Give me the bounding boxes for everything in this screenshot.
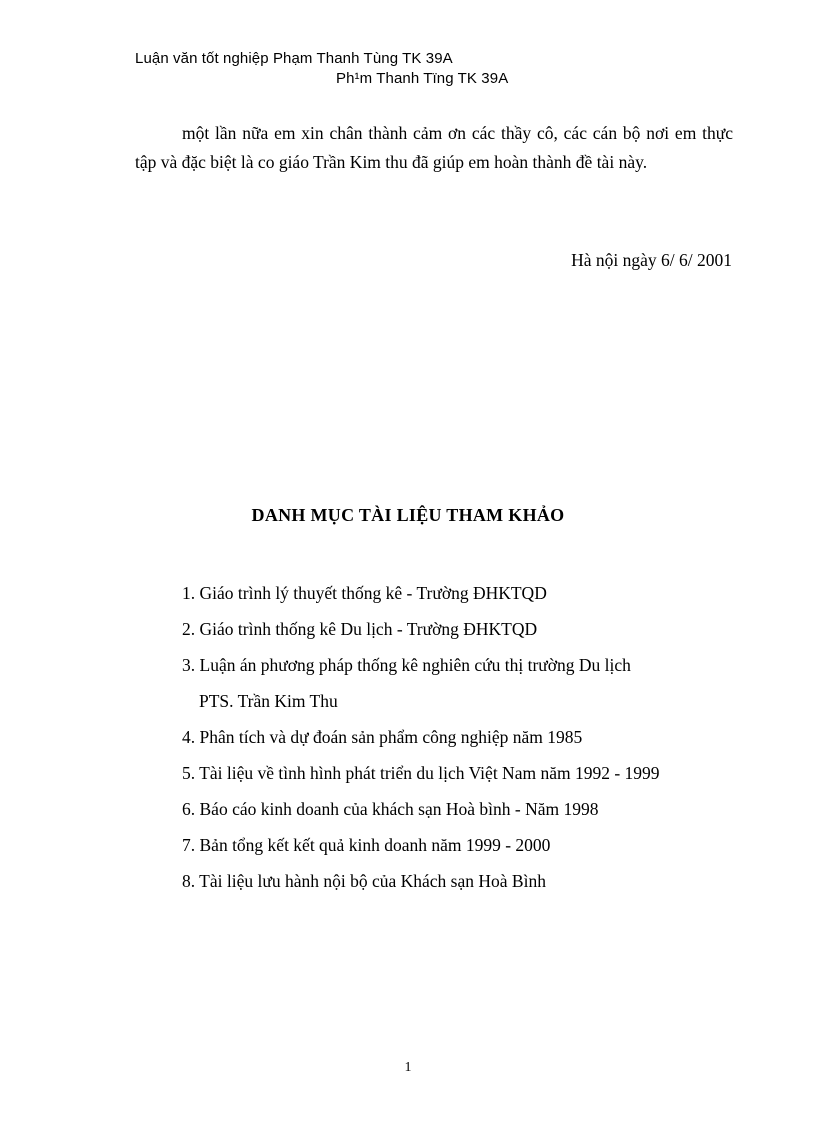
- reference-item: 5. Tài liệu về tình hình phát triển du lịch Việt Nam năm 1992 - 1999: [182, 763, 660, 783]
- page-number: 1: [404, 1060, 412, 1075]
- acknowledgement-paragraph: một lần nữa em xin chân thành cảm ơn các thầy cô, các cán bộ nơi em thực tập và đặc biệt là co giáo Trần Kim thu đã giúp em hoàn thành đề tài này.: [135, 123, 733, 172]
- references-list: [182, 575, 660, 899]
- reference-item: 2. Giáo trình thống kê Du lịch - Trường ĐHKTQD: [182, 619, 538, 639]
- header-title-garbled: Ph¹m Thanh Tïng TK 39A: [336, 70, 509, 87]
- reference-item: 4. Phân tích và dự đoán sản phẩm công nghiệp năm 1985: [182, 727, 583, 747]
- reference-author: PTS. Trần Kim Thu: [199, 691, 338, 711]
- reference-item: 3. Luận án phương pháp thống kê nghiên cứu thị trường Du lịch: [182, 655, 631, 675]
- reference-item: 7. Bản tổng kết kết quả kinh doanh năm 1999 - 2000: [182, 835, 551, 855]
- reference-item: 8. Tài liệu lưu hành nội bộ của Khách sạn Hoà Bình: [182, 871, 546, 891]
- references-heading: DANH MỤC TÀI LIỆU THAM KHẢO: [251, 505, 565, 525]
- signature-date: Hà nội ngày 6/ 6/ 2001: [571, 250, 732, 270]
- reference-item: 1. Giáo trình lý thuyết thống kê - Trường ĐHKTQD: [182, 583, 547, 603]
- reference-item-continuation: [182, 683, 660, 719]
- header-title: Luận văn tốt nghiệp Phạm Thanh Tùng TK 39A: [135, 50, 453, 67]
- reference-item: 6. Báo cáo kinh doanh của khách sạn Hoà bình - Năm 1998: [182, 799, 599, 819]
